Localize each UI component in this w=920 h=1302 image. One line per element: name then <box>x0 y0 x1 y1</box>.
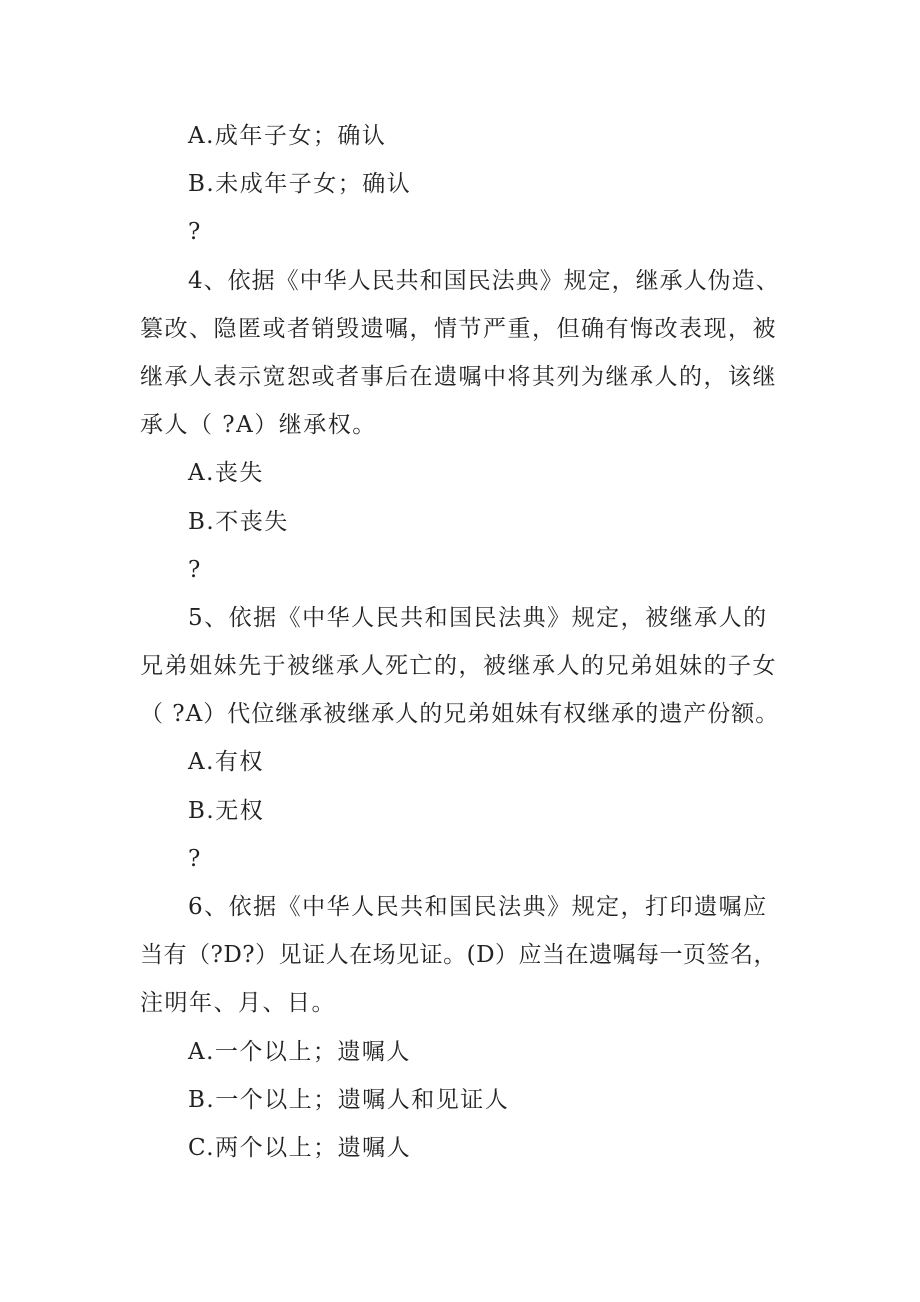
q4-text-line-4: 承人（ ?A）继承权。 <box>140 412 377 439</box>
q4-text-line-2: 篡改、隐匿或者销毁遗嘱，情节严重，但确有悔改表现，被 <box>140 315 777 342</box>
q4-answer-mark: ? <box>188 556 202 583</box>
q5-option-b: B.无权 <box>188 797 265 824</box>
q5-option-a: A.有权 <box>188 749 264 776</box>
q4-text-line-3: 继承人表示宽恕或者事后在遗嘱中将其列为继承人的，该继 <box>140 363 777 390</box>
q5-text-line-3: （ ?A）代位继承被继承人的兄弟姐妹有权继承的遗产份额。 <box>140 701 780 728</box>
q6-text-line-2: 当有（?D?）见证人在场见证。(D）应当在遗嘱每一页签名， <box>140 942 778 969</box>
q3-option-b: B.未成年子女；确认 <box>188 171 412 198</box>
q5-answer-mark: ? <box>188 845 202 872</box>
q4-text-line-1: 4、依据《中华人民共和国民法典》规定，继承人伪造、 <box>188 267 780 294</box>
q6-option-b: B.一个以上；遗嘱人和见证人 <box>188 1086 510 1113</box>
document-body <box>140 112 780 1172</box>
q4-option-b: B.不丧失 <box>188 508 289 535</box>
q6-option-a: A.一个以上；遗嘱人 <box>188 1038 411 1065</box>
q3-option-a: A.成年子女；确认 <box>188 123 387 149</box>
q5-text-line-2: 兄弟姐妹先于被继承人死亡的，被继承人的兄弟姐妹的子女 <box>140 653 777 680</box>
q5-text-line-1: 5、依据《中华人民共和国民法典》规定，被继承人的 <box>188 604 768 631</box>
q6-text-line-1: 6、依据《中华人民共和国民法典》规定，打印遗嘱应 <box>188 894 768 920</box>
q3-answer-mark: ? <box>188 219 202 246</box>
q4-option-a: A.丧失 <box>188 460 264 487</box>
q6-text-line-3: 注明年、月、日。 <box>140 990 336 1017</box>
q6-option-c: C.两个以上；遗嘱人 <box>188 1134 412 1161</box>
